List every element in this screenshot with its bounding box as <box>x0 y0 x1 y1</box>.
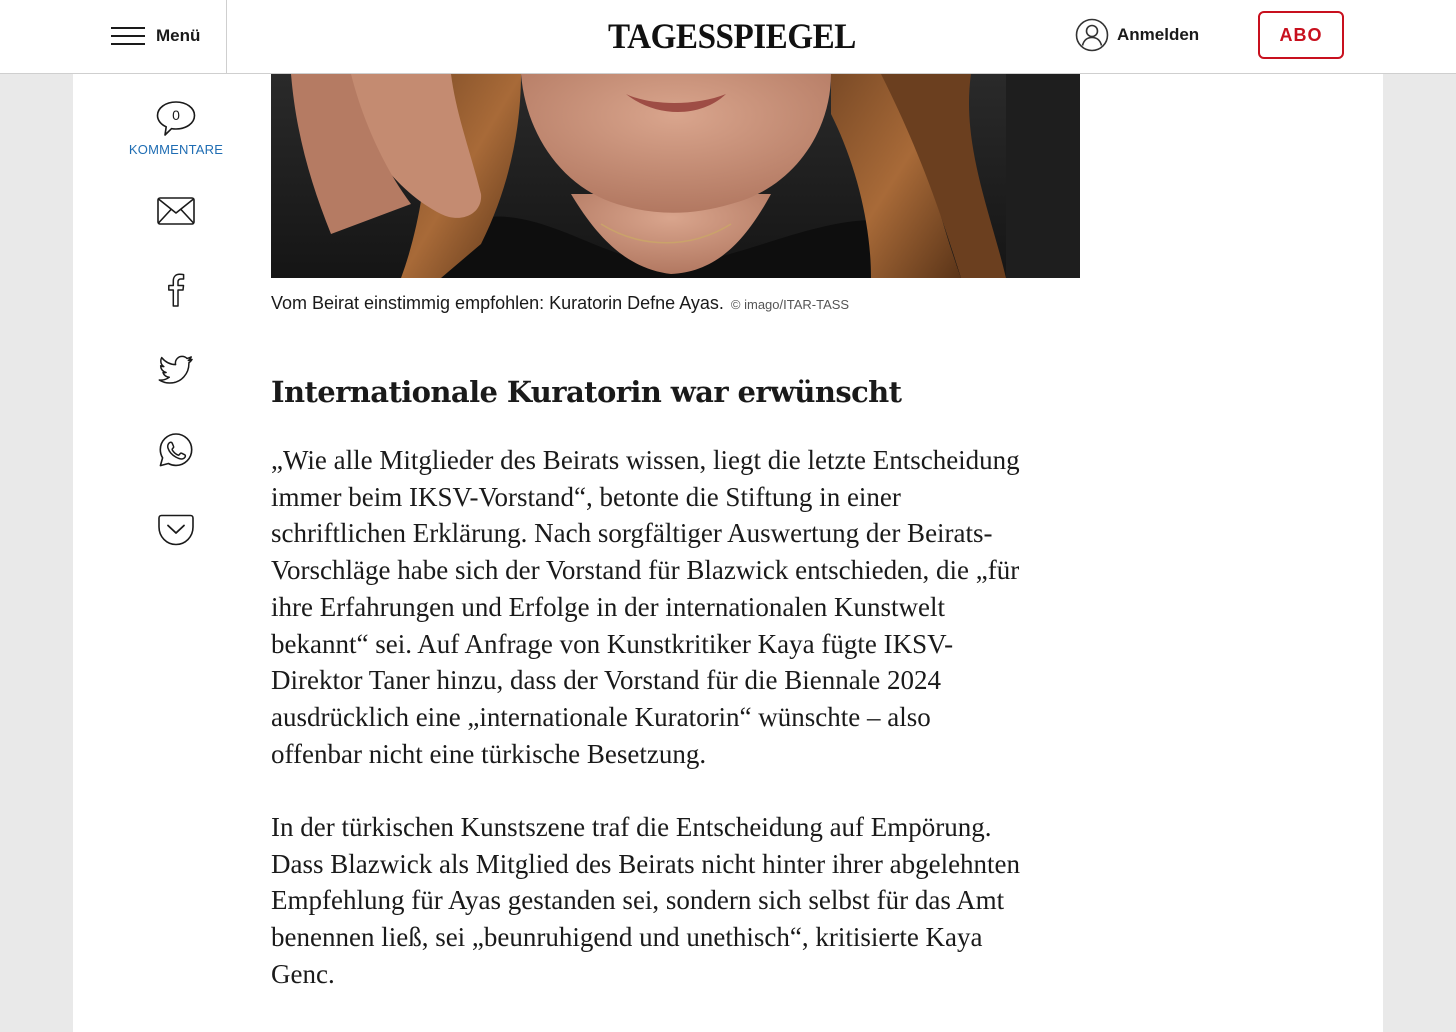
article-hero-image <box>271 74 1080 278</box>
paragraph-line: Empfehlung für Ayas gestanden sei, sondern sich selbst für das Amt <box>271 885 1005 916</box>
paragraph-line: Direktor Taner hinzu, dass der Vorstand für die Biennale 2024 <box>271 665 941 696</box>
share-pocket-button[interactable] <box>156 510 196 550</box>
share-facebook-button[interactable] <box>156 270 196 310</box>
mail-icon <box>156 191 196 231</box>
article-paragraph-2 <box>271 809 1081 993</box>
hamburger-icon <box>111 26 145 46</box>
article-paragraph-1 <box>271 442 1081 772</box>
paragraph-line: schriftlichen Erklärung. Nach sorgfältiger Auswertung der Beirats- <box>271 518 993 549</box>
article-subheading: Internationale Kuratorin war erwünscht <box>271 375 902 409</box>
paragraph-line: offenbar nicht eine türkische Besetzung. <box>271 738 707 769</box>
paragraph-line: ihre Erfahrungen und Erfolge in der internationalen Kunstwelt <box>271 591 946 622</box>
caption-text: Vom Beirat einstimmig empfohlen: Kuratorin Defne Ayas. <box>271 293 724 313</box>
login-button[interactable] <box>1075 17 1199 53</box>
facebook-icon <box>156 270 196 310</box>
site-logo[interactable]: TAGESSPIEGEL <box>608 16 856 56</box>
share-twitter-button[interactable] <box>156 350 196 390</box>
paragraph-line: bekannt“ sei. Auf Anfrage von Kunstkritiker Kaya fügte IKSV- <box>271 628 954 659</box>
paragraph-line: „Wie alle Mitglieder des Beirats wissen, liegt die letzte Entscheidung <box>271 445 1020 475</box>
comment-count: 0 <box>172 107 180 123</box>
paragraph-line: ausdrücklich eine „internationale Kuratorin“ wünschte – also <box>271 701 931 732</box>
menu-label: Menü <box>156 26 201 45</box>
comment-label: KOMMENTARE <box>128 142 224 157</box>
abo-button[interactable]: ABO <box>1258 11 1344 59</box>
login-label: Anmelden <box>1117 25 1200 44</box>
caption-credit: © imago/ITAR-TASS <box>730 297 850 312</box>
twitter-icon <box>156 350 196 390</box>
header-divider <box>226 0 227 73</box>
comments-button[interactable] <box>120 100 232 157</box>
user-icon <box>1075 18 1109 52</box>
paragraph-line: In der türkischen Kunstszene traf die Entscheidung auf Empörung. <box>271 812 992 842</box>
whatsapp-icon <box>156 430 196 470</box>
share-mail-button[interactable] <box>156 191 196 231</box>
paragraph-line: immer beim IKSV-Vorstand“, betonte die Stiftung in einer <box>271 481 901 512</box>
paragraph-line: benennen ließ, sei „beunruhigend und unethisch“, kritisierte Kaya <box>271 922 983 953</box>
paragraph-line: Vorschläge habe sich der Vorstand für Blazwick entschieden, die „für <box>271 555 1020 586</box>
paragraph-line: Dass Blazwick als Mitglied des Beirats nicht hinter ihrer abgelehnten <box>271 848 1021 879</box>
paragraph-line: Genc. <box>271 958 335 989</box>
share-whatsapp-button[interactable] <box>156 430 196 470</box>
menu-button[interactable] <box>111 22 200 50</box>
image-caption <box>271 293 1091 314</box>
pocket-icon <box>156 510 196 550</box>
site-header <box>0 0 1456 74</box>
comment-bubble-icon <box>156 100 196 138</box>
portrait-photo <box>271 74 1080 278</box>
